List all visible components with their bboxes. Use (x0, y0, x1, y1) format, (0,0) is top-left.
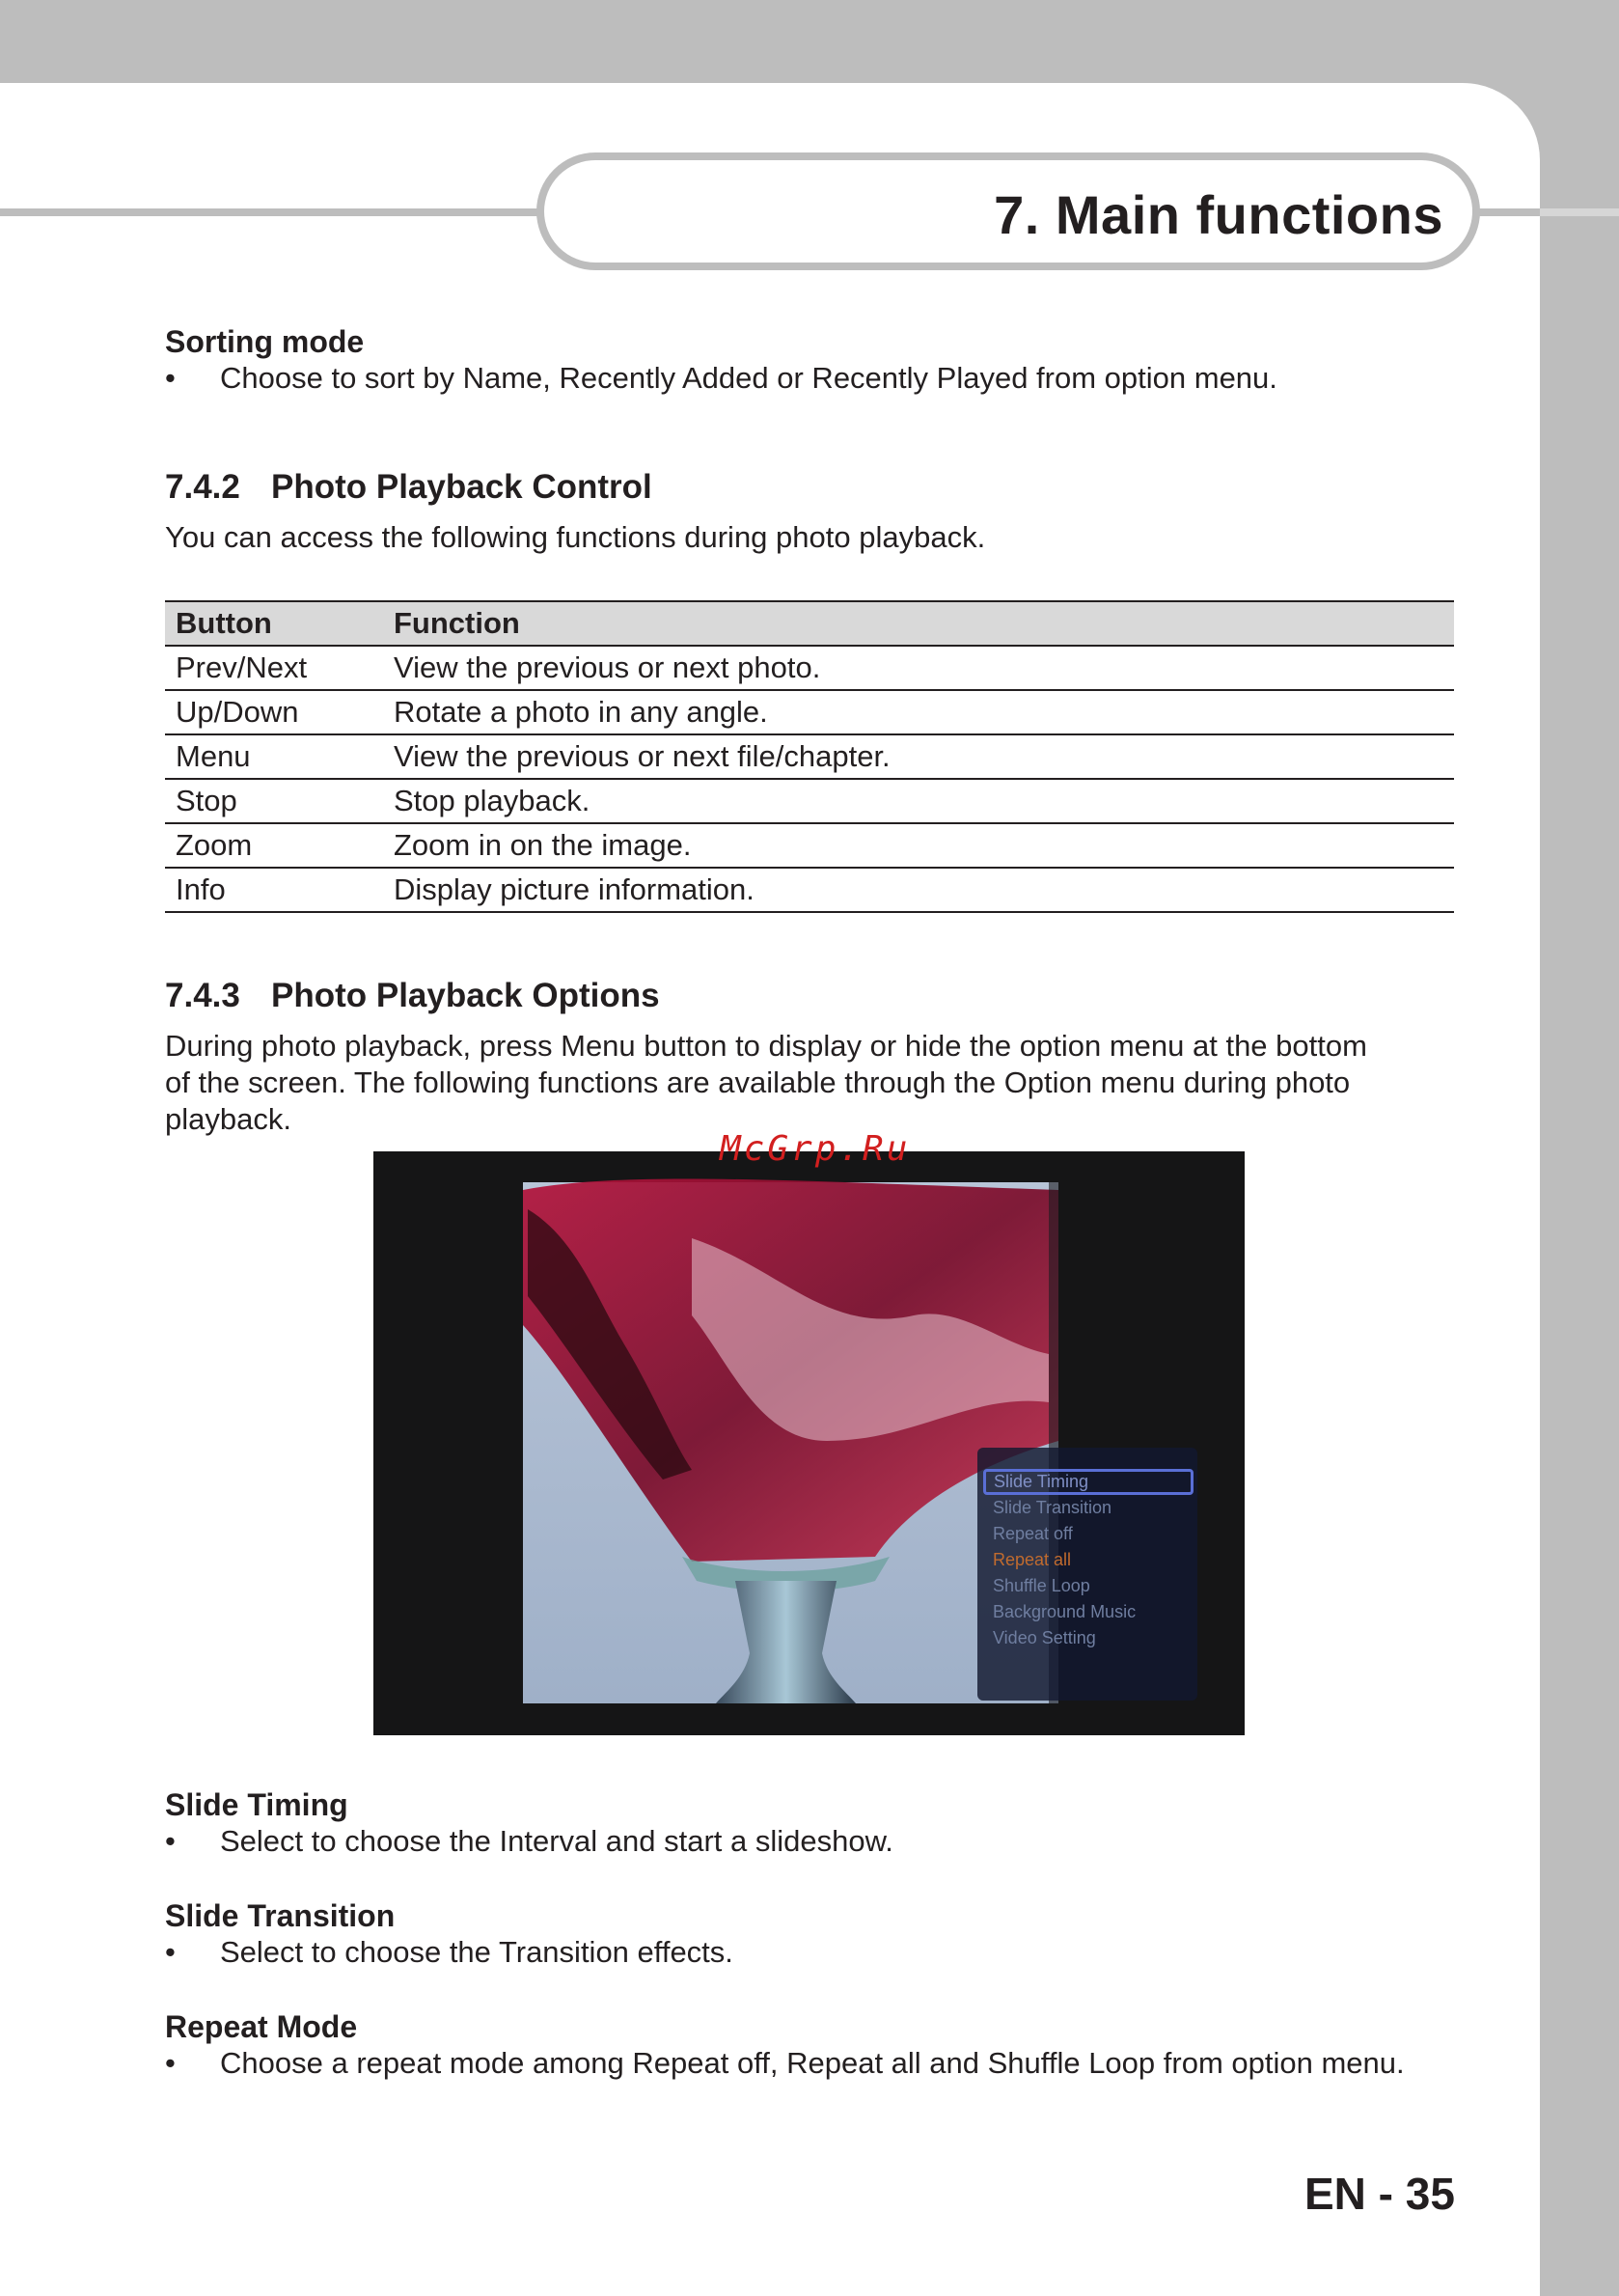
option-shuffle-loop[interactable]: Shuffle Loop (993, 1576, 1090, 1595)
slide-timing-bullet (165, 1823, 1516, 1862)
bullet-mark: • (165, 361, 176, 395)
bullet-mark: • (165, 1935, 176, 1969)
option-menu[interactable] (977, 1448, 1197, 1701)
table-cell-button: Up/Down (165, 690, 383, 734)
header-rule-right (1474, 208, 1540, 216)
repeat-mode-text: Choose a repeat mode among Repeat off, Repeat all and Shuffle Loop from option menu. (220, 2046, 1405, 2080)
section-title: Photo Playback Options (271, 977, 660, 1014)
table-row (165, 734, 1454, 779)
option-slide-timing[interactable]: Slide Timing (983, 1469, 1194, 1495)
sorting-mode-bullet (165, 360, 1516, 399)
section-title: Photo Playback Control (271, 468, 652, 506)
sorting-mode-text: Choose to sort by Name, Recently Added or Recently Played from option menu. (220, 361, 1277, 395)
bullet-mark: • (165, 1824, 176, 1858)
table-row (165, 868, 1454, 912)
slide-timing-heading: Slide Timing (165, 1787, 348, 1822)
watermark: McGrp.Ru (720, 1129, 911, 1169)
repeat-mode-heading: Repeat Mode (165, 2009, 358, 2044)
slide-transition-heading: Slide Transition (165, 1898, 396, 1933)
slide-timing-text: Select to choose the Interval and start a slideshow. (220, 1824, 893, 1858)
option-repeat-off[interactable]: Repeat off (993, 1524, 1073, 1543)
intro-line: During photo playback, press Menu button to display or hide the option menu at the bottom (165, 1029, 1367, 1063)
slide-transition-text: Select to choose the Transition effects. (220, 1935, 733, 1969)
sorting-mode-heading: Sorting mode (165, 324, 365, 359)
table-cell-function: View the previous or next photo. (383, 646, 1454, 690)
option-slide-transition[interactable]: Slide Transition (993, 1498, 1112, 1517)
table-cell-function: View the previous or next file/chapter. (383, 734, 1454, 779)
table-cell-function: Display picture information. (383, 868, 1454, 912)
section-7-4-3-intro (165, 1028, 1367, 1138)
column-header-function: Function (383, 601, 1454, 646)
page-number: EN - 35 (1304, 2169, 1455, 2219)
table-cell-button: Zoom (165, 823, 383, 868)
repeat-mode-bullet (165, 2045, 1516, 2084)
intro-line: playback. (165, 1102, 291, 1136)
table-cell-button: Prev/Next (165, 646, 383, 690)
table-header-row (165, 601, 1454, 646)
section-number: 7.4.2 (165, 468, 240, 506)
table-row (165, 823, 1454, 868)
section-number: 7.4.3 (165, 977, 240, 1014)
option-repeat-all[interactable]: Repeat all (993, 1550, 1072, 1569)
table-cell-button: Info (165, 868, 383, 912)
column-header-button: Button (165, 601, 383, 646)
table-cell-function: Stop playback. (383, 779, 1454, 823)
section-7-4-2-intro: You can access the following functions during photo playback. (165, 520, 986, 554)
section-7-4-3-heading (165, 977, 660, 1015)
table-cell-function: Zoom in on the image. (383, 823, 1454, 868)
button-function-table (165, 600, 1454, 913)
slide-transition-bullet (165, 1934, 1516, 1973)
table-cell-button: Menu (165, 734, 383, 779)
section-7-4-2-heading (165, 468, 652, 507)
bullet-mark: • (165, 2046, 176, 2080)
table-row (165, 779, 1454, 823)
table-cell-function: Rotate a photo in any angle. (383, 690, 1454, 734)
header-rule-left (0, 208, 540, 216)
photo-playback-screenshot (373, 1151, 1245, 1735)
table-row (165, 646, 1454, 690)
chapter-title: 7. Main functions (994, 184, 1443, 245)
table-cell-button: Stop (165, 779, 383, 823)
chapter-tab (536, 152, 1480, 270)
table-row (165, 690, 1454, 734)
option-video-setting[interactable]: Video Setting (993, 1628, 1096, 1647)
intro-line: of the screen. The following functions are available through the Option menu during photo (165, 1065, 1351, 1099)
header-rule-margin (1540, 208, 1619, 216)
option-background-music[interactable]: Background Music (993, 1602, 1137, 1621)
